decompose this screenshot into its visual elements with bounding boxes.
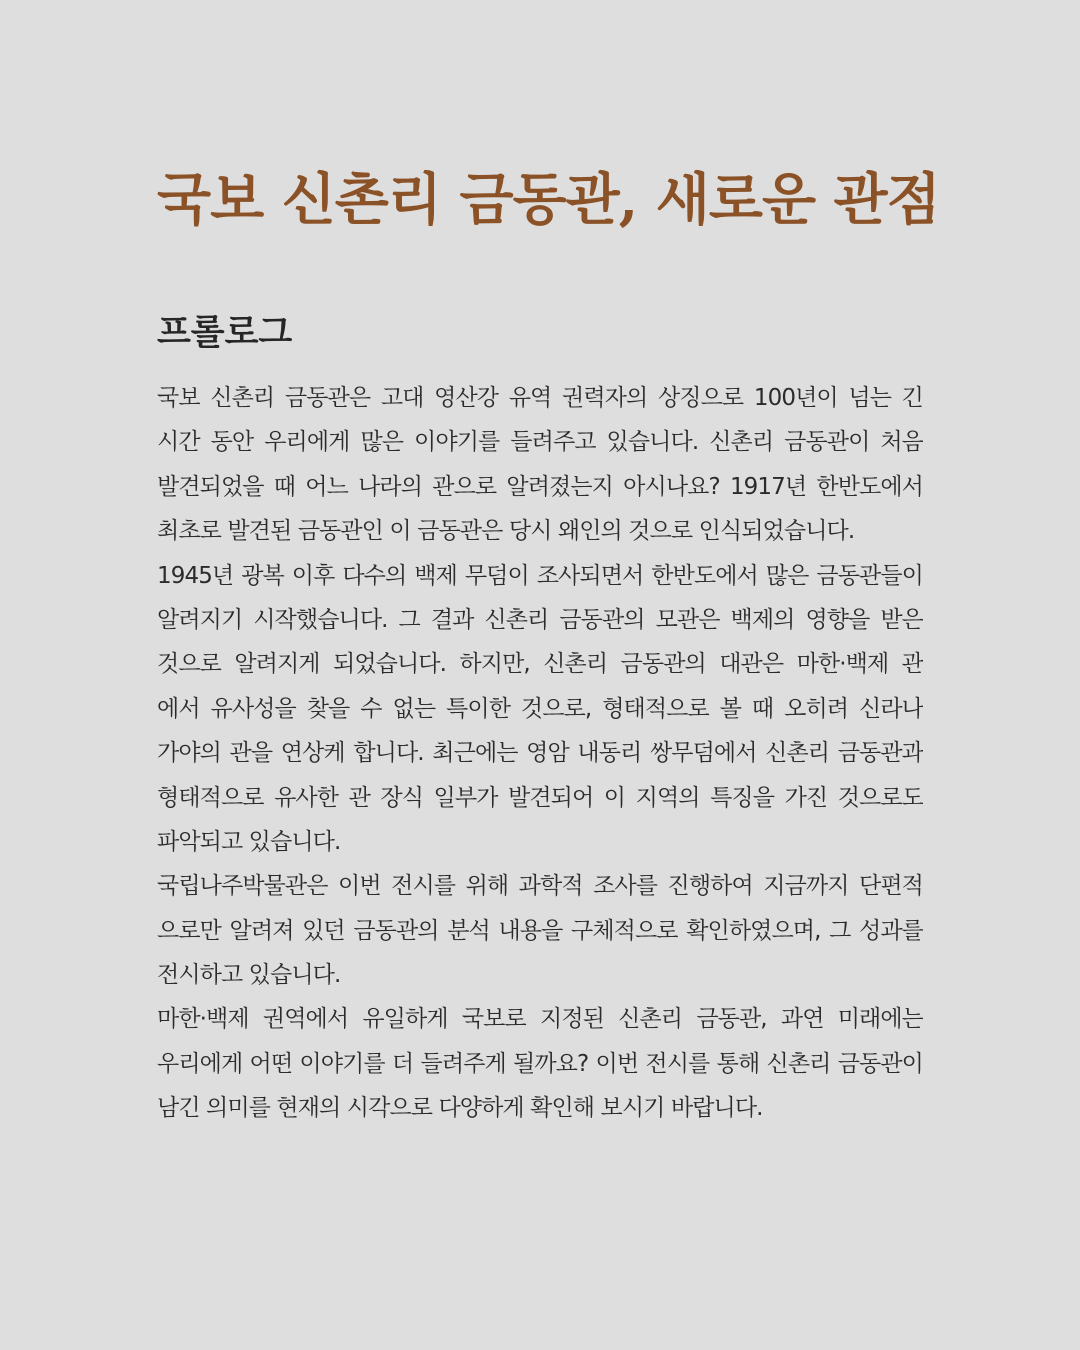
body-line: 전시하고 있습니다. — [157, 962, 341, 989]
body-line: 발견되었을 때 어느 나라의 관으로 알려졌는지 아시나요? 1917년 한반도에서 — [157, 473, 923, 500]
body-line: 것으로 알려지게 되었습니다. 하지만, 신촌리 금동관의 대관은 마한·백제 관 — [157, 651, 923, 678]
body-line: 형태적으로 유사한 관 장식 일부가 발견되어 이 지역의 특징을 가진 것으로도 — [157, 784, 923, 811]
body-line: 에서 유사성을 찾을 수 없는 특이한 것으로, 형태적으로 볼 때 오히려 신라나 — [157, 695, 923, 722]
prologue-page — [157, 0, 940, 1350]
body-line: 1945년 광복 이후 다수의 백제 무덤이 조사되면서 한반도에서 많은 금동관들이 — [157, 562, 923, 589]
prologue-body — [157, 376, 923, 1131]
body-line: 최초로 발견된 금동관인 이 금동관은 당시 왜인의 것으로 인식되었습니다. — [157, 518, 855, 545]
body-line: 파악되고 있습니다. — [157, 828, 341, 855]
body-line: 우리에게 어떤 이야기를 더 들려주게 될까요? 이번 전시를 통해 신촌리 금동관이 — [157, 1050, 923, 1077]
body-line: 마한·백제 권역에서 유일하게 국보로 지정된 신촌리 금동관, 과연 미래에는 — [157, 1006, 923, 1033]
body-line: 남긴 의미를 현재의 시각으로 다양하게 확인해 보시기 바랍니다. — [157, 1095, 763, 1122]
body-line: 시간 동안 우리에게 많은 이야기를 들려주고 있습니다. 신촌리 금동관이 처음 — [157, 429, 923, 456]
body-line: 국보 신촌리 금동관은 고대 영산강 유역 권력자의 상징으로 100년이 넘는 긴 — [157, 385, 923, 411]
section-heading: 프롤로그 — [157, 313, 293, 353]
body-line: 국립나주박물관은 이번 전시를 위해 과학적 조사를 진행하여 지금까지 단편적 — [157, 873, 923, 900]
body-line: 알려지기 시작했습니다. 그 결과 신촌리 금동관의 모관은 백제의 영향을 받은 — [157, 606, 923, 633]
body-line: 가야의 관을 연상케 합니다. 최근에는 영암 내동리 쌍무덤에서 신촌리 금동관과 — [157, 740, 923, 767]
body-line: 으로만 알려져 있던 금동관의 분석 내용을 구체적으로 확인하였으며, 그 성과를 — [157, 917, 923, 944]
page-title: 국보 신촌리 금동관, 새로운 관점 — [157, 167, 940, 233]
